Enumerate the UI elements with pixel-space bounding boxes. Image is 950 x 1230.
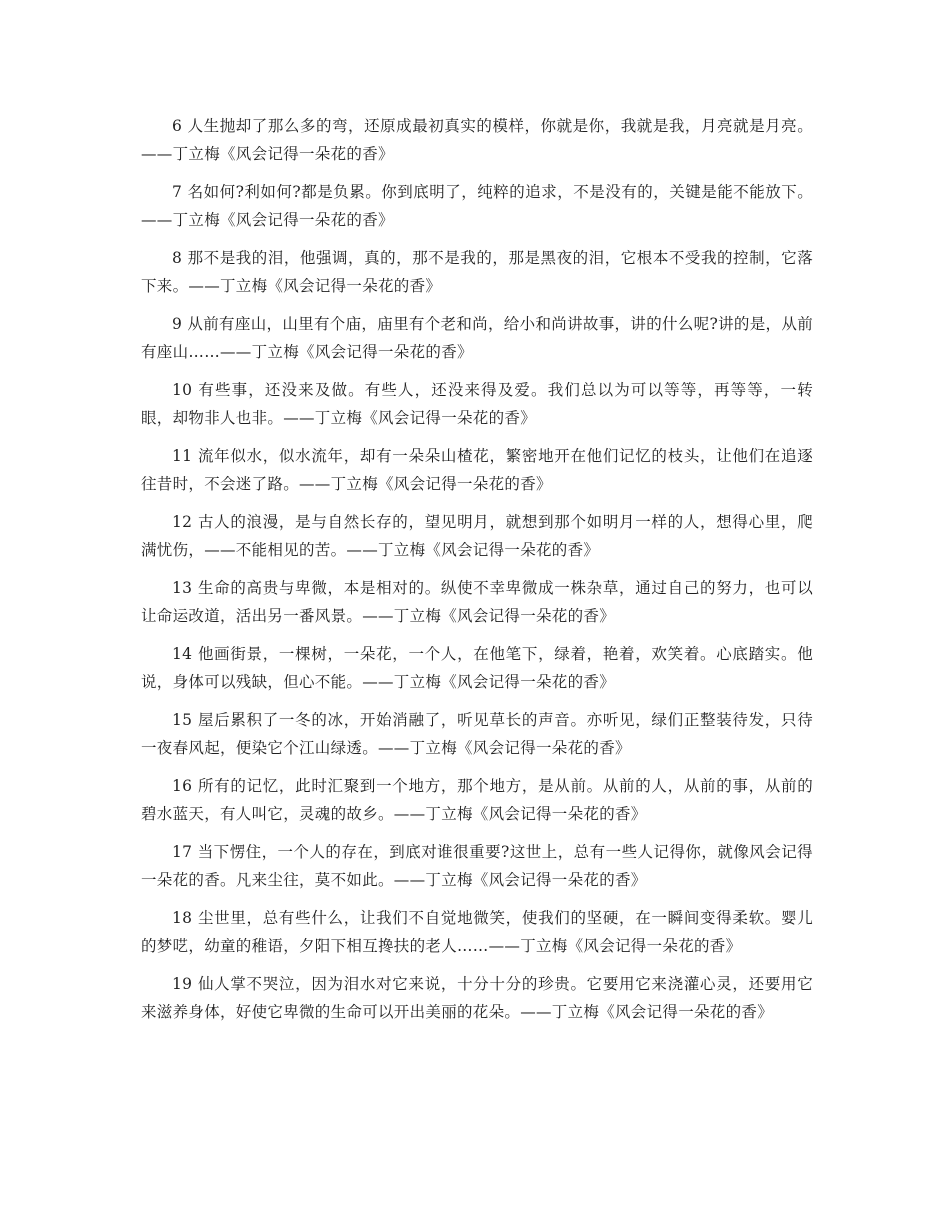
quote-paragraph: 8 那不是我的泪，他强调，真的，那不是我的，那是黑夜的泪，它根本不受我的控制，它落下来。——丁立梅《风会记得一朵花的香》: [141, 249, 813, 295]
quote-list: [141, 112, 813, 1036]
quote-paragraph: 17 当下愣住，一个人的存在，到底对谁很重要?这世上，总有一些人记得你，就像风会记得一朵花的香。凡来尘往，莫不如此。——丁立梅《风会记得一朵花的香》: [141, 843, 813, 889]
quote-paragraph: 12 古人的浪漫，是与自然长存的，望见明月，就想到那个如明月一样的人，想得心里，爬满忧伤，——不能相见的苦。——丁立梅《风会记得一朵花的香》: [141, 513, 813, 559]
quote-paragraph: 9 从前有座山，山里有个庙，庙里有个老和尚，给小和尚讲故事，讲的什么呢?讲的是，从前有座山……——丁立梅《风会记得一朵花的香》: [141, 315, 813, 361]
quote-paragraph: 19 仙人掌不哭泣，因为泪水对它来说，十分十分的珍贵。它要用它来浇灌心灵，还要用它来滋养身体，好使它卑微的生命可以开出美丽的花朵。——丁立梅《风会记得一朵花的香》: [141, 975, 813, 1021]
quote-paragraph: 10 有些事，还没来及做。有些人，还没来得及爱。我们总以为可以等等，再等等，一转眼，却物非人也非。——丁立梅《风会记得一朵花的香》: [141, 381, 813, 427]
quote-paragraph: 6 人生抛却了那么多的弯，还原成最初真实的模样，你就是你，我就是我，月亮就是月亮。——丁立梅《风会记得一朵花的香》: [141, 117, 813, 163]
quote-paragraph: 11 流年似水，似水流年，却有一朵朵山楂花，繁密地开在他们记忆的枝头，让他们在追逐往昔时，不会迷了路。——丁立梅《风会记得一朵花的香》: [141, 447, 813, 493]
quote-paragraph: 13 生命的高贵与卑微，本是相对的。纵使不幸卑微成一株杂草，通过自己的努力，也可以让命运改道，活出另一番风景。——丁立梅《风会记得一朵花的香》: [141, 579, 813, 625]
quote-paragraph: 18 尘世里，总有些什么，让我们不自觉地微笑，使我们的坚硬，在一瞬间变得柔软。婴儿的梦呓，幼童的稚语，夕阳下相互搀扶的老人……——丁立梅《风会记得一朵花的香》: [141, 909, 813, 955]
quote-paragraph: 7 名如何?利如何?都是负累。你到底明了，纯粹的追求，不是没有的，关键是能不能放下。——丁立梅《风会记得一朵花的香》: [141, 183, 813, 229]
quote-paragraph: 14 他画街景，一棵树，一朵花，一个人，在他笔下，绿着，艳着，欢笑着。心底踏实。他说，身体可以残缺，但心不能。——丁立梅《风会记得一朵花的香》: [141, 645, 813, 691]
quote-paragraph: 15 屋后累积了一冬的冰，开始消融了，听见草长的声音。亦听见，绿们正整装待发，只待一夜春风起，便染它个江山绿透。——丁立梅《风会记得一朵花的香》: [141, 711, 813, 757]
quote-paragraph: 16 所有的记忆，此时汇聚到一个地方，那个地方，是从前。从前的人，从前的事，从前的碧水蓝天，有人叫它，灵魂的故乡。——丁立梅《风会记得一朵花的香》: [141, 777, 813, 823]
